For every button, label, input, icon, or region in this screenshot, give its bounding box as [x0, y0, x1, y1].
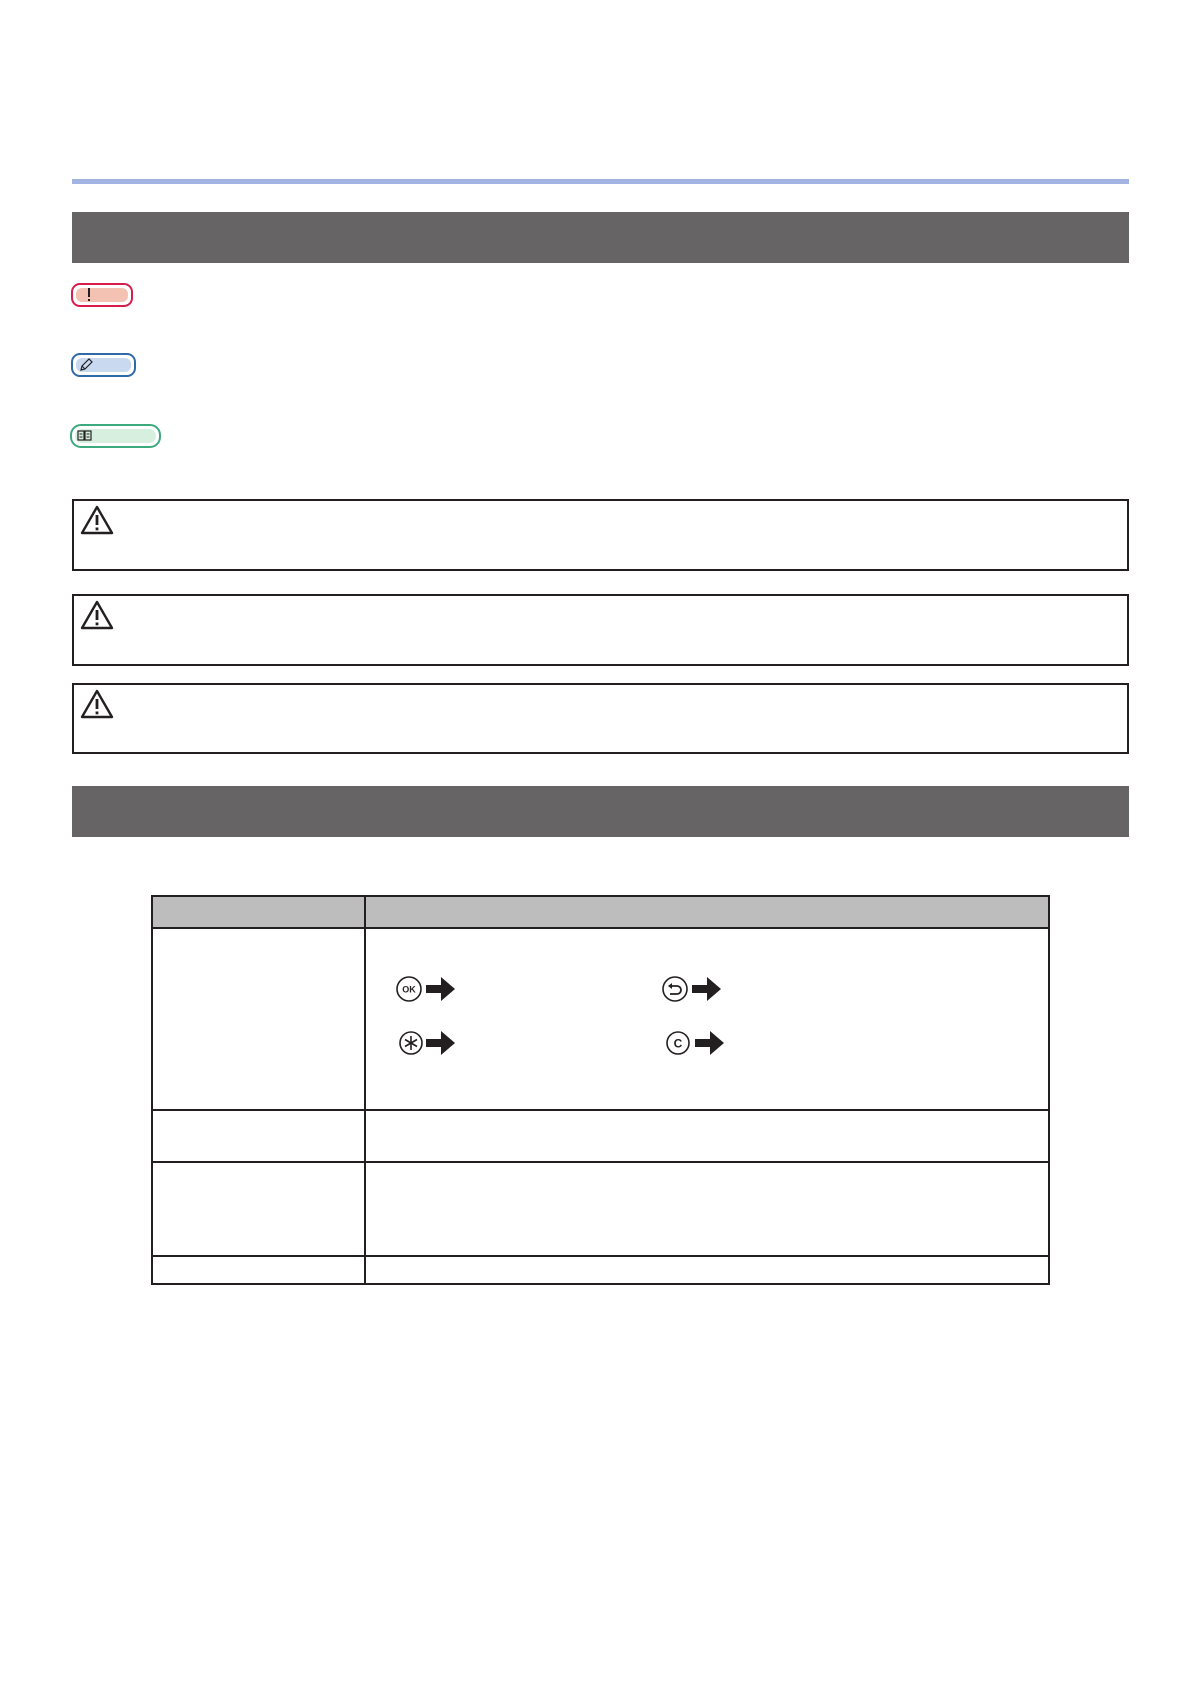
right-arrow-icon	[425, 1028, 457, 1058]
exclamation-icon	[84, 287, 94, 303]
clear-button-icon	[663, 1028, 693, 1058]
reference-note-badge	[70, 424, 161, 448]
svg-text:OK: OK	[402, 984, 416, 995]
pencil-icon	[78, 357, 94, 373]
right-arrow-icon	[694, 1028, 726, 1058]
ok-button-icon	[394, 974, 424, 1004]
warning-triangle-icon	[80, 505, 114, 535]
table-cell	[152, 1110, 365, 1162]
table-row	[152, 928, 1049, 1110]
table-header-row	[152, 896, 1049, 928]
table-cell	[365, 1110, 1049, 1162]
danger-box	[72, 683, 1129, 754]
caution-box	[72, 594, 1129, 666]
table-cell	[152, 928, 365, 1110]
right-arrow-icon	[425, 974, 457, 1004]
asterisk-button-icon	[396, 1028, 426, 1058]
notation-table	[151, 895, 1050, 1285]
warning-triangle-icon	[80, 600, 114, 630]
table-cell	[365, 928, 1049, 1110]
right-arrow-icon	[691, 974, 723, 1004]
important-note-badge	[71, 283, 133, 307]
book-icon	[77, 430, 93, 442]
section-header-bar	[72, 212, 1129, 263]
table-header-cell	[152, 896, 365, 928]
warning-box	[72, 499, 1129, 571]
top-rule	[72, 179, 1129, 184]
table-row	[152, 1256, 1049, 1284]
table-cell	[152, 1256, 365, 1284]
table-cell	[365, 1256, 1049, 1284]
table-row	[152, 1110, 1049, 1162]
table-row	[152, 1162, 1049, 1256]
table-header-cell	[365, 896, 1049, 928]
memo-note-badge	[71, 353, 136, 377]
table-cell	[365, 1162, 1049, 1256]
back-button-icon	[660, 974, 690, 1004]
warning-triangle-icon	[80, 689, 114, 719]
section-header-bar	[72, 786, 1129, 837]
table-cell	[152, 1162, 365, 1256]
svg-text:C: C	[673, 1036, 683, 1051]
